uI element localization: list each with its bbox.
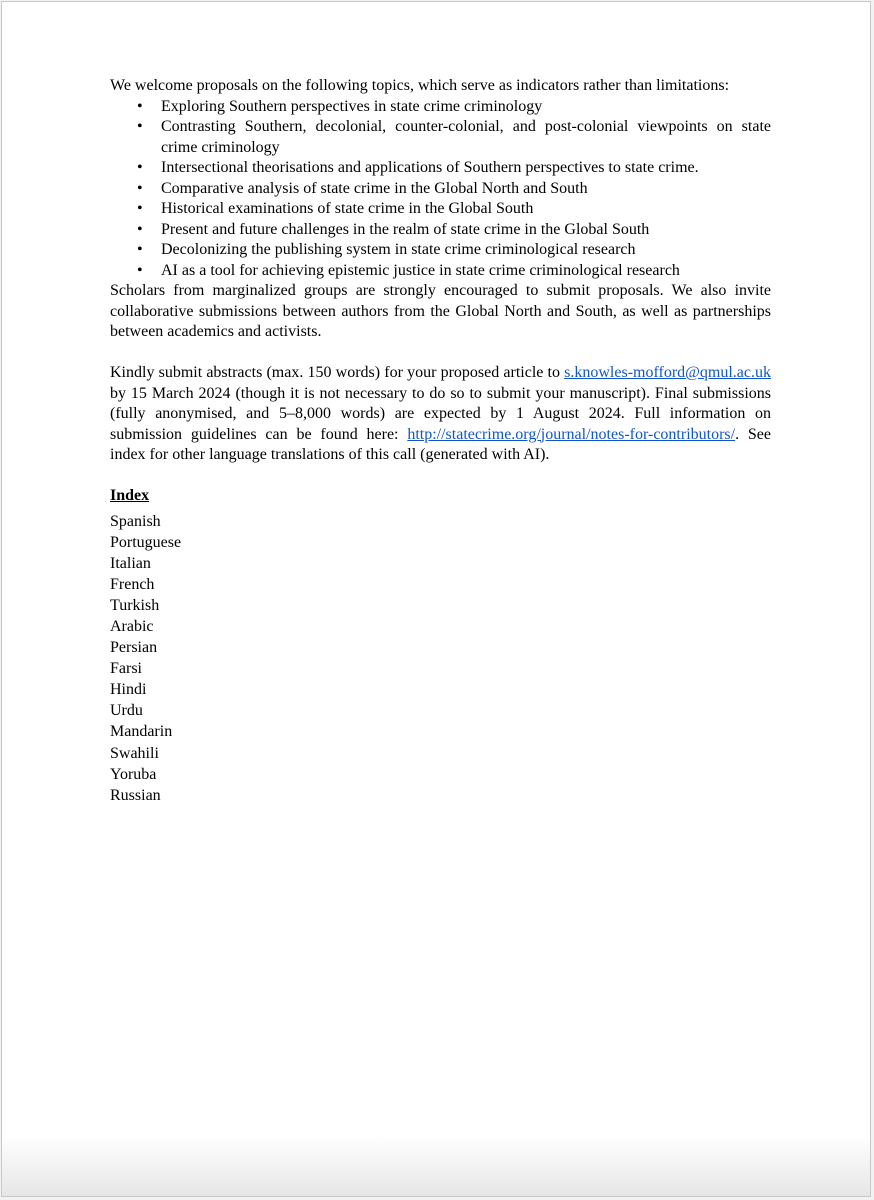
language-item: Hindi (110, 681, 147, 699)
bullet-icon: • (137, 97, 143, 115)
topic-text: Contrasting Southern, decolonial, counter-colonial, and post-colonial viewpoints on state crime criminology (161, 118, 771, 156)
submission-paragraph (110, 363, 771, 466)
bullet-icon: • (137, 261, 143, 279)
bullet-icon: • (137, 118, 143, 135)
topic-item (110, 97, 771, 118)
bullet-icon: • (137, 241, 143, 258)
language-item: French (110, 575, 155, 593)
language-item: Arabic (110, 617, 154, 635)
index-heading: Index (110, 487, 150, 504)
topics-list (110, 97, 771, 282)
topic-text: Intersectional theorisations and applications of Southern perspectives to state crime. (161, 159, 699, 176)
topic-item (110, 240, 771, 261)
submission-text: by 15 March 2024 (though it is not necessary to do so to submit your manuscript). Final submissions (fully anonymised, and 5–8,000 words) are expected by 1 August 2024. Full information on submission guidelines can be found here: (110, 384, 771, 443)
topic-item (110, 117, 771, 158)
submission-text: Kindly submit abstracts (max. 150 words) for your proposed article to (110, 364, 565, 381)
language-item: Turkish (110, 596, 160, 614)
topic-text: AI as a tool for achieving epistemic justice in state crime criminological research (161, 261, 680, 279)
language-item: Mandarin (110, 723, 173, 741)
language-item: Portuguese (110, 533, 182, 551)
encouragement-paragraph: Scholars from marginalized groups are strongly encouraged to submit proposals. We also invite collaborative submissions between authors from the Global North and South, as well as partnerships between academics and activists. (110, 282, 771, 340)
topic-text: Historical examinations of state crime in the Global South (161, 200, 534, 217)
topic-item (110, 220, 771, 241)
bullet-icon: • (137, 200, 143, 217)
topic-item (110, 261, 771, 282)
language-item: Farsi (110, 660, 142, 678)
topic-text: Comparative analysis of state crime in the Global North and South (161, 179, 588, 197)
language-item: Russian (110, 786, 161, 804)
language-item: Urdu (110, 702, 143, 720)
submission-text: . See index for other language translations of this call (generated with AI). (110, 425, 772, 463)
intro-paragraph: We welcome proposals on the following topics, which serve as indicators rather than limitations: (110, 77, 730, 94)
document-body (110, 76, 771, 806)
bullet-icon: • (137, 179, 143, 197)
topic-item (110, 179, 771, 200)
bullet-icon: • (137, 220, 143, 238)
topic-item (110, 199, 771, 220)
topic-item (110, 158, 771, 179)
guidelines-link[interactable]: http://statecrime.org/journal/notes-for-contributors/ (407, 425, 736, 443)
language-item: Spanish (110, 512, 161, 530)
language-item: Swahili (110, 744, 159, 762)
page-bottom-shadow (2, 1136, 870, 1196)
language-item: Persian (110, 639, 158, 657)
email-link[interactable]: s.knowles-mofford@qmul.ac.uk (564, 364, 771, 381)
topic-text: Present and future challenges in the realm of state crime in the Global South (161, 220, 650, 238)
topic-text: Decolonizing the publishing system in state crime criminological research (161, 241, 636, 258)
bullet-icon: • (137, 159, 143, 176)
document-page (1, 1, 871, 1197)
language-item: Italian (110, 554, 151, 572)
language-index-list (110, 511, 771, 806)
topic-text: Exploring Southern perspectives in state crime criminology (161, 97, 543, 115)
paragraph-spacer (110, 466, 771, 487)
paragraph-spacer (110, 343, 771, 364)
language-item: Yoruba (110, 765, 157, 783)
